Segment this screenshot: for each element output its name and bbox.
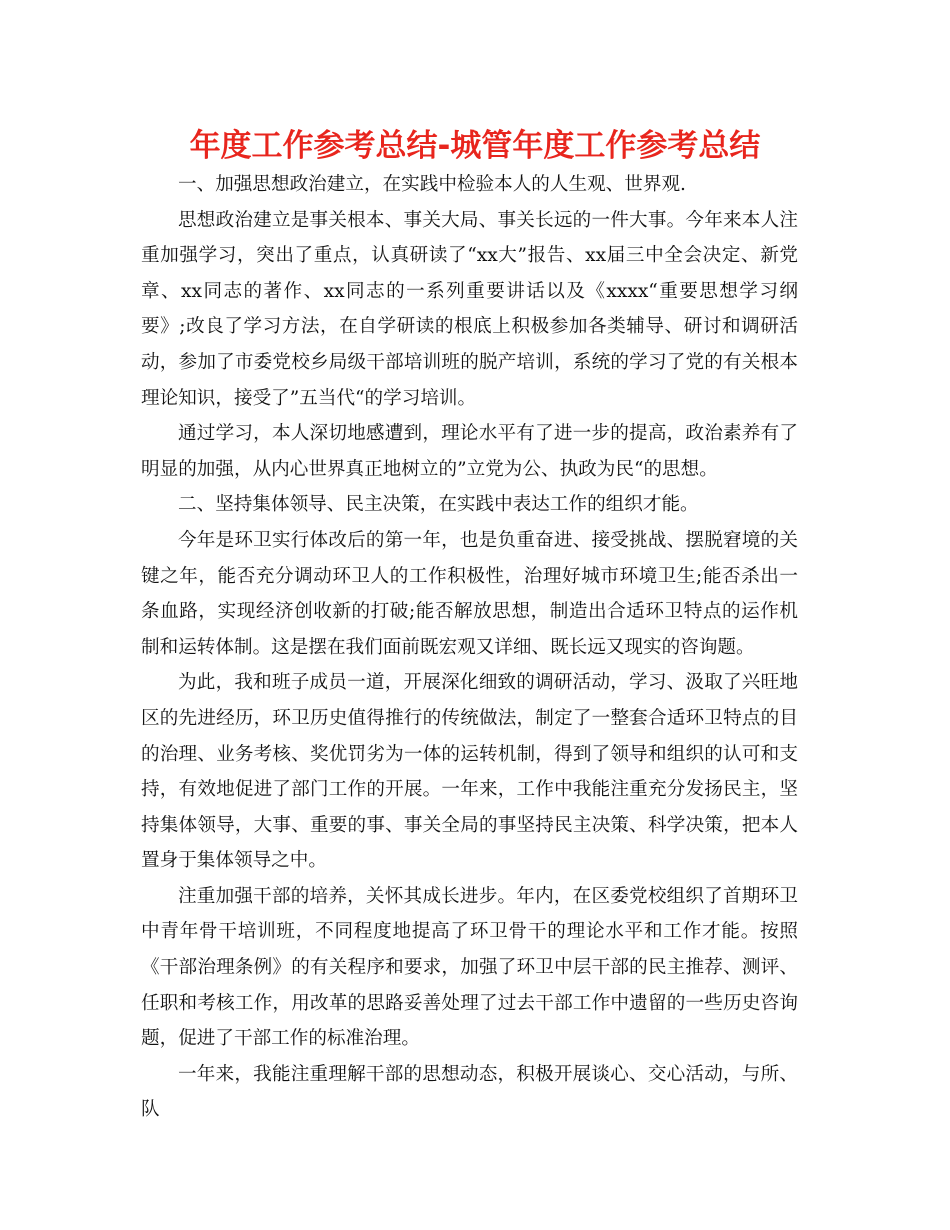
paragraph-political-study: 思想政治建立是事关根本、事关大局、事关长远的一件大事。今年来本人注重加强学习，突出了重点，认真研读了“xx大”报告、xx届三中全会决定、新党章、xx同志的著作、xx同志的一系列重要讲话以及《xxxx“重要思想学习纲要》;改良了学习方法，在自学研读的根底上积极参加各类辅导、研讨和调研活动，参加了市委党校乡局级干部培训班的脱产培训，系统的学习了党的有关根本理论知识，接受了”五当代“的学习培训。 [141,209,798,409]
paragraph-section-one-heading: 一、加强思想政治建立，在实践中检验本人的人生观、世界观. [178,174,686,195]
paragraph-section-two-heading: 二、坚持集体领导、民主决策，在实践中表达工作的组织才能。 [178,494,699,516]
paragraph-operating-mechanism: 为此，我和班子成员一道，开展深化细致的调研活动，学习、汲取了兴旺地区的先进经历，环卫历史值得推行的传统做法，制定了一整套合适环卫特点的目的治理、业务考核、奖优罚劣为一体的运转机制，得到了领导和组织的认可和支持，有效地促进了部门工作的开展。一年来，工作中我能注重充分发扬民主，坚持集体领导，大事、重要的事、事关全局的事坚持民主决策、科学决策，把本人置身于集体领导之中。 [141,672,798,872]
paragraph-cadre-communication: 一年来，我能注重理解干部的思想动态，积极开展谈心、交心活动，与所、队 [141,1063,798,1121]
document-title: 年度工作参考总结-城管年度工作参考总结 [189,128,761,164]
paragraph-study-results: 通过学习，本人深切地感遭到，理论水平有了进一步的提高，政治素养有了明显的加强，从内心世界真正地树立的”立党为公、执政为民“的思想。 [141,423,798,480]
paragraph-cadre-training: 注重加强干部的培养，关怀其成长进步。年内，在区委党校组织了首期环卫中青年骨干培训班，不同程度地提高了环卫骨干的理论水平和工作才能。按照《干部治理条例》的有关程序和要求，加强了环卫中层干部的民主推荐、测评、任职和考核工作，用改革的思路妥善处理了过去干部工作中遗留的一些历史咨询题，促进了干部工作的标准治理。 [141,885,798,1050]
document-body [141,167,798,1128]
paragraph-reform-year: 今年是环卫实行体改后的第一年，也是负重奋进、接受挑战、摆脱窘境的关键之年，能否充分调动环卫人的工作积极性，治理好城市环境卫生;能否杀出一条血路，实现经济创收新的打破;能否解放思想，制造出合适环卫特点的运作机制和运转体制。这是摆在我们面前既宏观又详细、既长远又现实的咨询题。 [141,529,798,658]
